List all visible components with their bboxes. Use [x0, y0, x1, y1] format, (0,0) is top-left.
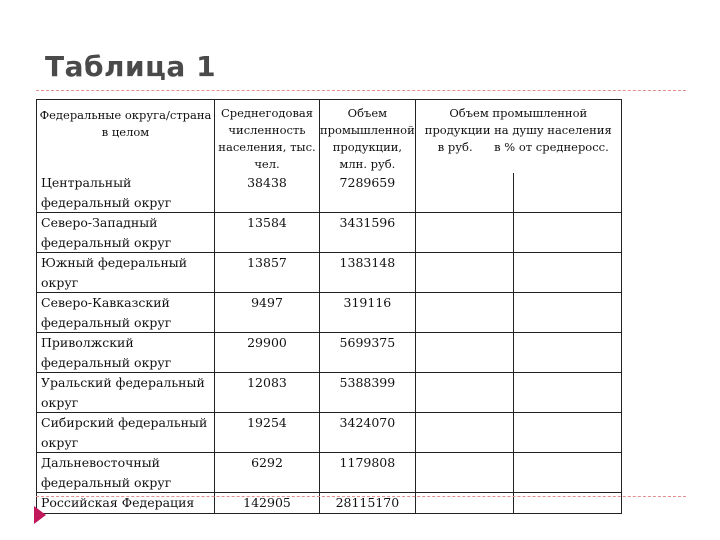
slide-title: Таблица 1: [45, 50, 217, 83]
per-capita-rub-cell: [415, 253, 513, 293]
region-cell: Российская Федерация: [37, 493, 215, 514]
population-cell: 142905: [215, 493, 320, 514]
play-arrow-icon: [34, 506, 46, 524]
population-cell: 29900: [215, 333, 320, 373]
per-capita-rub-cell: [415, 333, 513, 373]
per-capita-percent-cell: [513, 213, 621, 253]
per-capita-percent-cell: [513, 173, 621, 213]
top-divider: [36, 90, 686, 91]
population-cell: 9497: [215, 293, 320, 333]
region-cell: Дальневосточный федеральный округ: [37, 453, 215, 493]
output-cell: 28115170: [320, 493, 416, 514]
header-per-capita-sub: [416, 139, 621, 156]
per-capita-percent-cell: [513, 373, 621, 413]
bottom-divider: [36, 496, 686, 497]
table-row: [37, 253, 622, 293]
population-cell: 6292: [215, 453, 320, 493]
output-cell: 1383148: [320, 253, 416, 293]
table-row: [37, 213, 622, 253]
data-table: [36, 99, 622, 514]
header-population: Среднегодовая численность населения, тыс. чел.: [215, 100, 320, 174]
per-capita-percent-cell: [513, 293, 621, 333]
output-cell: 7289659: [320, 173, 416, 213]
per-capita-rub-cell: [415, 293, 513, 333]
per-capita-rub-cell: [415, 373, 513, 413]
output-cell: 5699375: [320, 333, 416, 373]
output-cell: 319116: [320, 293, 416, 333]
region-cell: Сибирский федеральный округ: [37, 413, 215, 453]
output-cell: 1179808: [320, 453, 416, 493]
region-cell: Северо-Западный федеральный округ: [37, 213, 215, 253]
population-cell: 19254: [215, 413, 320, 453]
header-percent: в % от среднеросс.: [494, 140, 609, 154]
header-output: Объем промышленной продукции, млн. руб.: [320, 100, 416, 174]
table-row: [37, 373, 622, 413]
region-cell: Южный федеральный округ: [37, 253, 215, 293]
per-capita-percent-cell: [513, 413, 621, 453]
per-capita-percent-cell: [513, 253, 621, 293]
table-row: [37, 173, 622, 213]
per-capita-percent-cell: [513, 333, 621, 373]
region-cell: Уральский федеральный округ: [37, 373, 215, 413]
table-row: [37, 333, 622, 373]
per-capita-percent-cell: [513, 453, 621, 493]
header-region: Федеральные округа/страна в целом: [37, 100, 215, 174]
region-cell: Северо-Кавказский федеральный округ: [37, 293, 215, 333]
header-per-capita: [415, 100, 621, 174]
output-cell: 5388399: [320, 373, 416, 413]
table-row: [37, 453, 622, 493]
region-cell: Центральный федеральный округ: [37, 173, 215, 213]
table-header-row: [37, 100, 622, 174]
per-capita-rub-cell: [415, 453, 513, 493]
population-cell: 13584: [215, 213, 320, 253]
region-cell: Приволжский федеральный округ: [37, 333, 215, 373]
population-cell: 12083: [215, 373, 320, 413]
per-capita-rub-cell: [415, 413, 513, 453]
per-capita-rub-cell: [415, 173, 513, 213]
table-row: [37, 293, 622, 333]
population-cell: 38438: [215, 173, 320, 213]
output-cell: 3424070: [320, 413, 416, 453]
output-cell: 3431596: [320, 213, 416, 253]
header-rub: в руб.: [437, 140, 473, 154]
per-capita-rub-cell: [415, 213, 513, 253]
header-per-capita-title: Объем промышленной продукции на душу населения: [424, 106, 612, 137]
table-row: [37, 413, 622, 453]
population-cell: 13857: [215, 253, 320, 293]
